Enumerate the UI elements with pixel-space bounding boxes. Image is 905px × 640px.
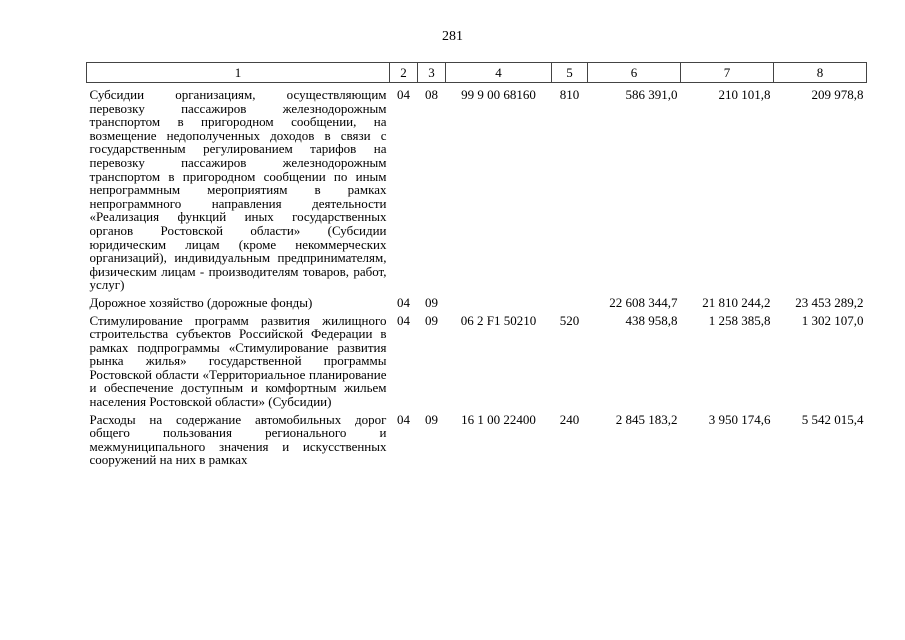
row-amount-year3: 5 542 015,4 bbox=[801, 411, 864, 427]
row-subsection: 09 bbox=[425, 294, 438, 310]
table-row bbox=[87, 409, 867, 467]
table-header-row bbox=[87, 63, 867, 83]
row-subsection: 09 bbox=[425, 312, 438, 328]
row-target-article: 06 2 F1 50210 bbox=[460, 312, 537, 328]
row-amount-year3: 23 453 289,2 bbox=[795, 294, 864, 310]
row-description: Стимулирование программ развития жилищного строительства субъектов Российской Федерации в рамках подпрограммы «Стимулирование развития рынка жилья» государственной программы Ростовской области «Территориальное планирование и обеспечение доступным и комфортным жильем населения Ростовской области» (Субсидии) bbox=[89, 312, 387, 410]
row-target-article: 16 1 00 22400 bbox=[461, 411, 536, 427]
row-amount-year2: 210 101,8 bbox=[718, 87, 771, 102]
column-header: 1 bbox=[87, 63, 390, 83]
table-row bbox=[87, 292, 867, 310]
row-expense-type: 810 bbox=[559, 87, 580, 102]
row-section: 04 bbox=[397, 312, 410, 328]
row-amount-year2: 1 258 385,8 bbox=[708, 312, 771, 328]
row-amount-year2: 21 810 244,2 bbox=[702, 294, 771, 310]
column-header: 5 bbox=[552, 63, 588, 83]
row-description: Субсидии организациям, осуществляющим перевозку пассажиров железнодорожным транспортом в пригородном сообщении, на возмещение недополученных доходов в связи с государственным регулированием тарифов на перевозку пассажиров железнодорожным транспортом в пригородном сообщении по иным непрограммным мероприятиям в рамках непрограммного направления деятельности «Реализация функций иных государственных органов Ростовской области» (Субсидии юридическим лицам (кроме некоммерческих организаций), индивидуальным предпринимателям, физическим лицам - производителям товаров, работ, услуг) bbox=[89, 87, 387, 293]
row-target-article: 99 9 00 68160 bbox=[461, 87, 536, 102]
row-section: 04 bbox=[397, 294, 410, 310]
budget-table bbox=[86, 62, 867, 467]
row-amount-year1: 586 391,0 bbox=[625, 87, 678, 102]
column-header: 6 bbox=[588, 63, 681, 83]
column-header: 7 bbox=[681, 63, 774, 83]
table-row bbox=[87, 310, 867, 409]
row-amount-year1: 438 958,8 bbox=[625, 312, 678, 328]
column-header: 2 bbox=[390, 63, 418, 83]
row-amount-year3: 1 302 107,0 bbox=[801, 312, 864, 328]
column-header: 4 bbox=[446, 63, 552, 83]
row-description: Расходы на содержание автомобильных дорог общего пользования регионального и межмуниципального значения и искусственных сооружений на них в рамках bbox=[89, 411, 387, 468]
row-subsection: 08 bbox=[425, 87, 438, 102]
page-number: 281 bbox=[442, 29, 463, 44]
row-section: 04 bbox=[397, 411, 410, 427]
row-amount-year1: 22 608 344,7 bbox=[609, 294, 678, 310]
row-expense-type bbox=[552, 292, 588, 310]
row-subsection: 09 bbox=[425, 411, 438, 427]
row-expense-type: 240 bbox=[559, 411, 580, 427]
row-description: Дорожное хозяйство (дорожные фонды) bbox=[89, 294, 313, 310]
row-target-article bbox=[446, 292, 552, 310]
column-header: 3 bbox=[418, 63, 446, 83]
row-amount-year1: 2 845 183,2 bbox=[615, 411, 678, 427]
row-section: 04 bbox=[397, 87, 410, 102]
table-row bbox=[87, 83, 867, 292]
row-amount-year3: 209 978,8 bbox=[811, 87, 864, 102]
column-header: 8 bbox=[774, 63, 867, 83]
row-amount-year2: 3 950 174,6 bbox=[708, 411, 771, 427]
row-expense-type: 520 bbox=[559, 312, 580, 328]
